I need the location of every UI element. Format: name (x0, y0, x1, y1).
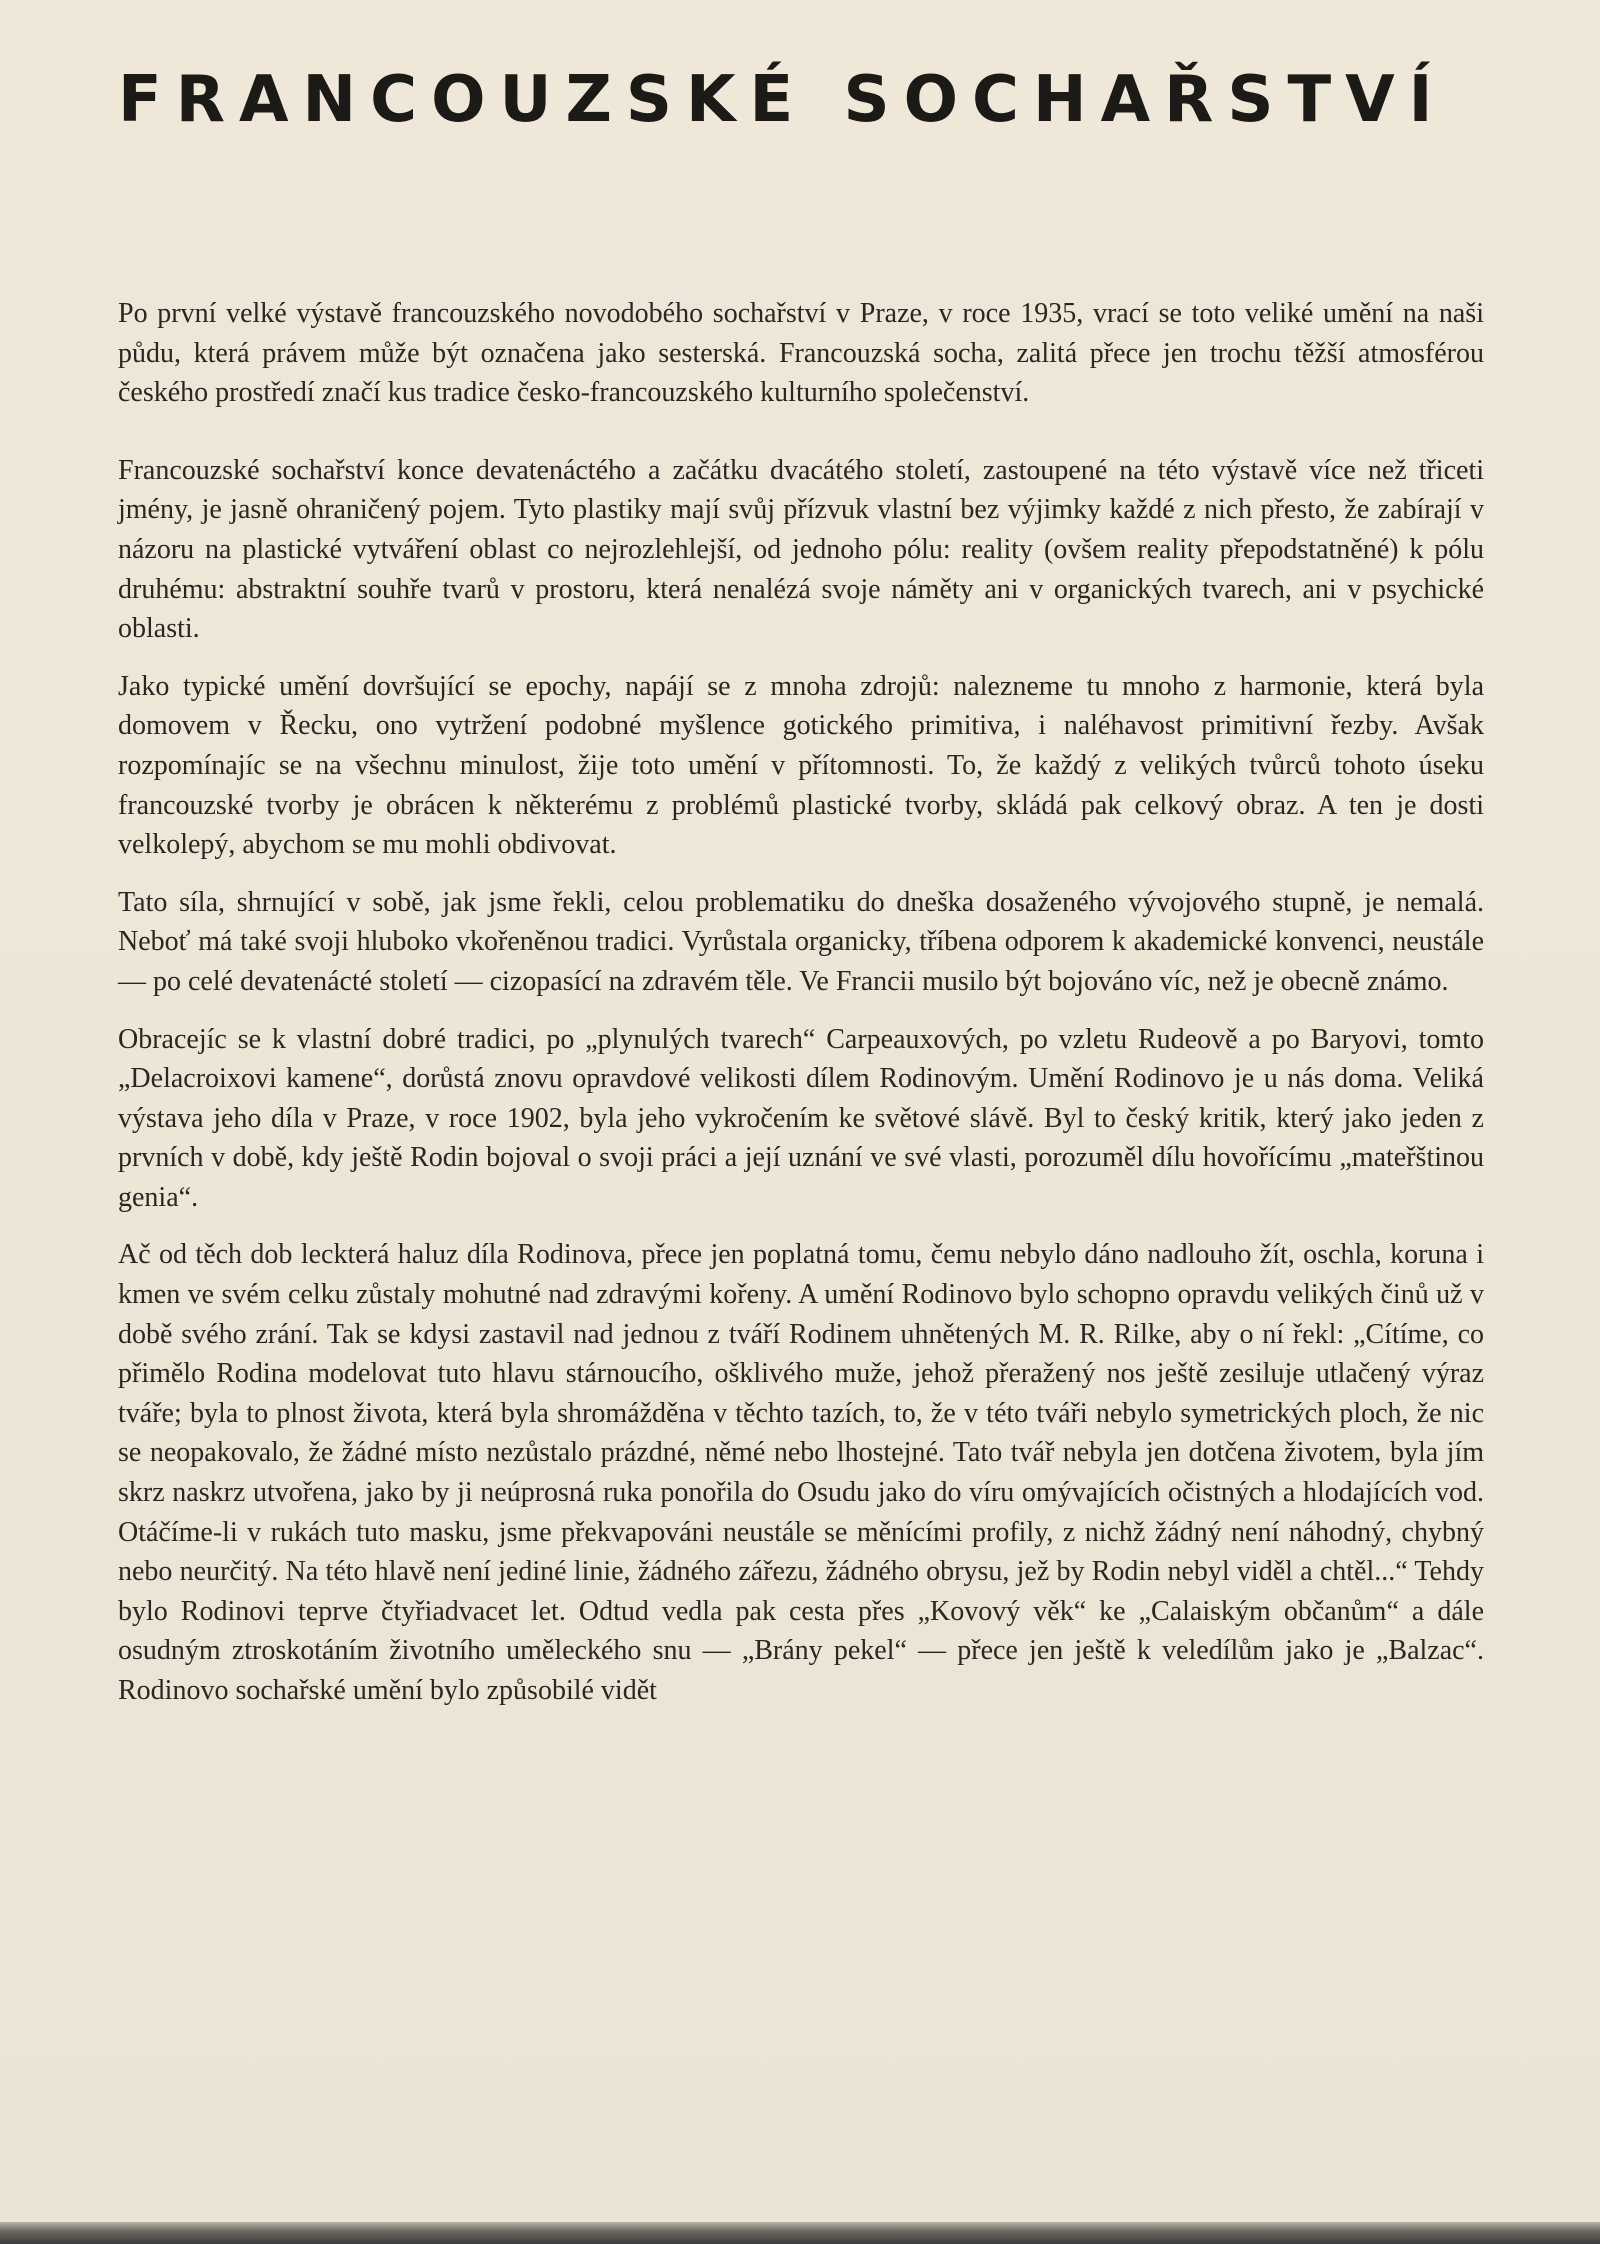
paragraph-6: Ač od těch dob leckterá haluz díla Rodinova, přece jen poplatná tomu, čemu nebylo dáno nadlouho žít, oschla, koruna i kmen ve svém celku zůstaly mohutné nad zdravými kořeny. A umění Rodinovo bylo schopno opravdu velikých činů už v době svého zrání. Tak se kdysi zastavil nad jednou z tváří Rodinem uhnětených M. R. Rilke, aby o ní řekl: „Cítíme, co přimělo Rodina modelovat tuto hlavu stárnoucího, ošklivého muže, jehož přeražený nos ještě zesiluje utlačený výraz tváře; byla to plnost života, která byla shromážděna v těchto tazích, to, že v této tváři nebylo symetrických ploch, že nic se neopakovalo, že žádné místo nezůstalo prázdné, němé nebo lhostejné. Tato tvář nebyla jen dotčena životem, byla jím skrz naskrz utvořena, jako by ji neúprosná ruka ponořila do Osudu jako do víru omývajících očistných a hlodajících vod. Otáčíme-li v rukách tuto masku, jsme překvapováni neustále se měnícími profily, z nichž žádný není náhodný, chybný nebo neurčitý. Na této hlavě není jediné linie, žádného zářezu, žádného obrysu, jež by Rodin nebyl viděl a chtěl...“ Tehdy bylo Rodinovi teprve čtyřiadvacet let. Odtud vedla pak cesta přes „Kovový věk“ ke „Calaiským občanům“ a dále osudným ztroskotáním životního uměleckého snu — „Brány pekel“ — přece jen ještě k veledílům jako je „Balzac“. Rodinovo sochařské umění bylo způsobilé vidět (118, 1239, 1484, 1706)
page-title: FRANCOUZSKÉ SOCHAŘSTVÍ (118, 63, 1447, 137)
page-bottom-edge (0, 2222, 1600, 2244)
paragraph-1: Po první velké výstavě francouzského novodobého sochařství v Praze, v roce 1935, vrací se toto veliké umění na naši půdu, která právem může být označena jako sesterská. Francouzská socha, zalitá přece jen trochu těžší atmosférou českého prostředí značí kus tradice česko-francouzského kulturního společenství. (118, 298, 1484, 409)
paragraph-2: Francouzské sochařství konce devatenáctého a začátku dvacátého století, zastoupené na této výstavě více než třiceti jmény, je jasně ohraničený pojem. Tyto plastiky mají svůj přízvuk vlastní bez výjimky každé z nich přesto, že zabírají v názoru na plastické vytváření oblast co nejrozlehlejší, od jednoho pólu: reality (ovšem reality přepodstatněné) k pólu druhému: abstraktní souhře tvarů v prostoru, která nenalézá svoje náměty ani v organických tvarech, ani v psychické oblasti. (118, 454, 1484, 645)
paragraph-4: Tato síla, shrnující v sobě, jak jsme řekli, celou problematiku do dneška dosaženého vývojového stupně, je nemalá. Neboť má také svoji hluboko vkořeněnou tradici. Vyrůstala organicky, tříbena odporem k akademické konvenci, neustále — po celé devatenácté století — cizopasící na zdravém těle. Ve Francii musilo být bojováno víc, než je obecně známo. (118, 886, 1484, 997)
paragraph-3: Jako typické umění dovršující se epochy, napájí se z mnoha zdrojů: nalezneme tu mnoho z harmonie, která byla domovem v Řecku, ono vytržení podobné myšlence gotického primitiva, i naléhavost primitivní řezby. Avšak rozpomínajíc se na všechnu minulost, žije toto umění v přítomnosti. To, že každý z velikých tvůrců tohoto úseku francouzské tvorby je obrácen k některému z problémů plastické tvorby, skládá pak celkový obraz. A ten je dosti velkolepý, abychom se mu mohli obdivovat. (118, 670, 1484, 861)
paragraph-5: Obracejíc se k vlastní dobré tradici, po „plynulých tvarech“ Carpeauxových, po vzletu Rudeově a po Baryovi, tomto „Delacroixovi kamene“, dorůstá znovu opravdové velikosti dílem Rodinovým. Umění Rodinovo je u nás doma. Veliká výstava jeho díla v Praze, v roce 1902, byla jeho vykročením ke světové slávě. Byl to český kritik, který jako jeden z prvních v době, kdy ještě Rodin bojoval o svoji práci a její uznání ve své vlasti, porozuměl dílu hovořícímu „mateřštinou genia“. (118, 1023, 1484, 1213)
article-body (118, 294, 1484, 1729)
